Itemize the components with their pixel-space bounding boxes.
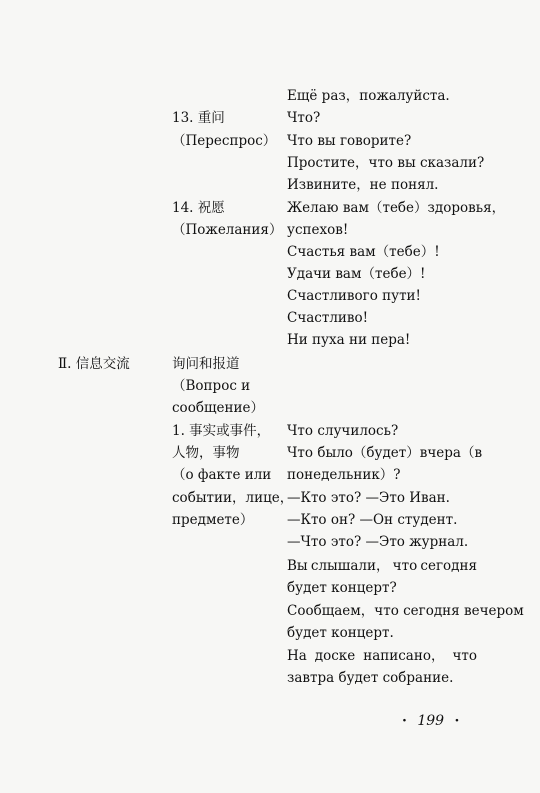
word: что: [392, 558, 418, 574]
subsection-heading-ru: （Переспрос）: [172, 133, 277, 149]
dot-separator: ·: [402, 713, 407, 729]
phrase-line: Простите，что вы сказали?: [287, 155, 485, 171]
phrase-line: Что вы говорите?: [287, 133, 412, 149]
subsection-heading: 询问和报道: [172, 356, 240, 372]
subsection-heading-ru: событии，лице，: [172, 490, 294, 506]
subsection-heading-ru: （Пожелания）: [172, 222, 283, 238]
justified-line: [287, 648, 477, 664]
dialogue-line: —Что это? —Это журнал.: [287, 534, 469, 550]
phrase-line: Счастливого пути!: [287, 288, 421, 304]
phrase-line: Что случилось?: [287, 423, 399, 439]
subsection-heading-ru: сообщение）: [172, 400, 264, 416]
phrase-line: понедельник）?: [287, 467, 401, 483]
phrase-line: Ни пуха ни пера!: [287, 332, 411, 348]
phrase-line: Удачи вам（тебе）!: [287, 266, 426, 282]
phrase-line: будет концерт.: [287, 625, 394, 641]
subsection-heading: 14. 祝愿: [172, 200, 225, 216]
word: Вы: [287, 558, 308, 574]
word: слышали，: [310, 558, 390, 574]
subsection-heading: 1. 事实或事件，: [172, 423, 271, 439]
phrase-line: Ещё раз，пожалуйста.: [287, 88, 450, 104]
word: На: [287, 648, 307, 664]
phrase-line: Что было（будет）вчера（в: [287, 445, 483, 461]
subsection-heading: 13. 重问: [172, 110, 225, 126]
subsection-heading-ru: предмете）: [172, 512, 254, 528]
phrase-line: Желаю вам（тебе）здоровья，: [287, 200, 506, 216]
phrase-line: Счастья вам（тебе）!: [287, 244, 440, 260]
phrase-line: будет концерт?: [287, 580, 397, 596]
section-heading: Ⅱ. 信息交流: [58, 356, 130, 372]
justified-line: [287, 558, 477, 574]
phrase-line: успехов!: [287, 222, 349, 238]
dot-separator: ·: [454, 713, 460, 729]
phrase-line: Сообщаем，что сегодня вечером: [287, 603, 524, 619]
word: что: [452, 648, 477, 664]
subsection-heading-ru: （о факте или: [172, 467, 272, 483]
dialogue-line: —Кто он? —Он студент.: [287, 512, 458, 528]
subsection-heading: 人物，事物: [172, 445, 240, 461]
page-number-value: 199: [417, 713, 445, 729]
subsection-heading-ru: （Вопрос и: [172, 378, 251, 394]
phrase-line: Извините，не понял.: [287, 177, 439, 193]
phrase-line: Счастливо!: [287, 310, 369, 326]
dialogue-line: —Кто это? —Это Иван.: [287, 490, 450, 506]
phrase-line: завтра будет собрание.: [287, 670, 454, 686]
word: сегодня: [420, 558, 477, 574]
phrase-line: Что?: [287, 110, 321, 126]
word: написано，: [363, 648, 445, 664]
word: доске: [314, 648, 356, 664]
page-number: [402, 713, 459, 729]
